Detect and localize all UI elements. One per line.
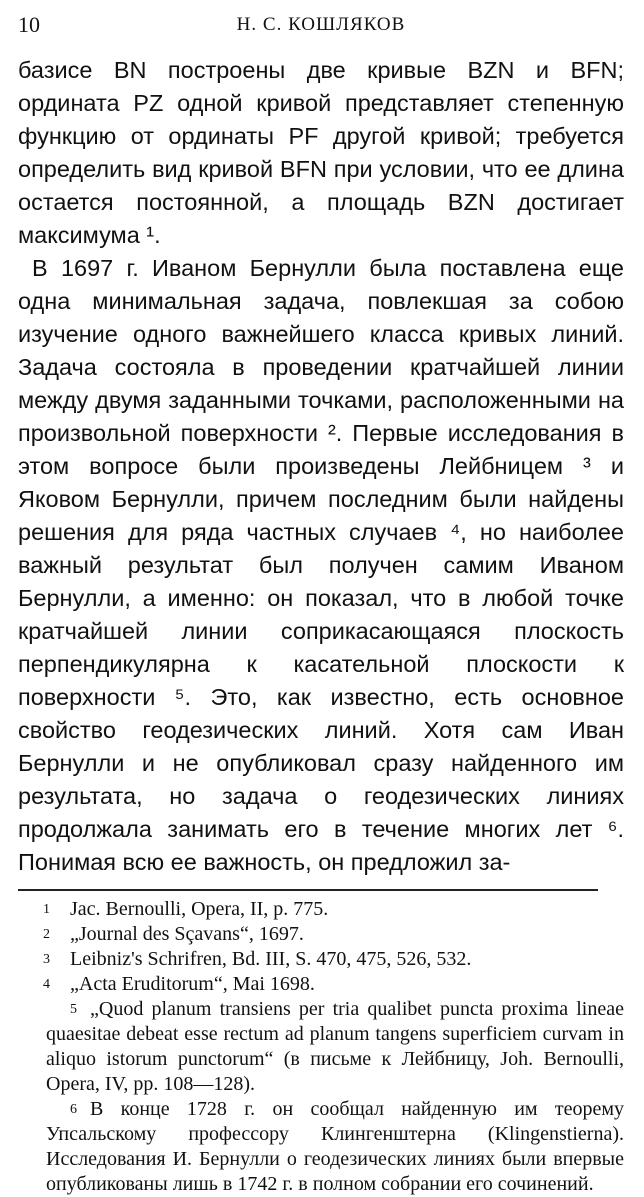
footnotes [18, 897, 624, 1197]
footnote-divider [18, 889, 598, 891]
page-number: 10 [18, 12, 40, 37]
paragraph-geodesic-lines: В 1697 г. Иваном Бернулли была поставлена еще одна минимальная задача, повлекшая за собою изучение одного важнейшего класса кривых линий. Задача состояла в проведении кратчайшей линии между двумя заданными точками, расположенными на произвольной поверхности ². Первые исследования в этом вопросе были произведены Лейбницем ³ и Яковом Бернулли, причем последним были найдены решения для ряда частных случаев ⁴, но наиболее важный результат был получен самим Иваном Бернулли, а именно: он показал, что в любой точке кратчайшей линии соприкасающаяся плоскость перпендикулярна к касательной плоскости к поверхности ⁵. Это, как известно, есть основное свойство геодезических линий. Хотя сам Иван Бернулли и не опубликовал сразу найденного им результата, но задача о геодезических линиях продолжала занимать его в течение многих лет ⁶. Понимая всю ее важность, он предложил за- [18, 255, 624, 875]
book-page [18, 8, 624, 1195]
footnote-number: 3 [43, 952, 50, 967]
footnote-text: В конце 1728 г. он сообщал найденную им теорему Упсальскому профессору Клингенштерна (Klingenstierna). Исследования И. Бернулли о геодезических линиях были впервые опубликованы лишь в 1742 г. в полном собрании его сочинений. [46, 1098, 624, 1195]
footnote [18, 947, 624, 972]
footnote [18, 897, 624, 922]
footnote [18, 1097, 624, 1197]
footnote-number: 6 [70, 1102, 77, 1117]
footnote-number: 2 [43, 927, 50, 942]
running-head [18, 8, 624, 42]
footnote-number: 5 [70, 1002, 77, 1017]
paragraph-continuation: базисе BN построены две кривые BZN и BFN; ордината PZ одной кривой представляет степенную функцию от ординаты PF другой кривой; требуется определить вид кривой BFN при условии, что ее длина остается постоянной, а площадь BZN достигает максимума ¹. [18, 57, 624, 248]
footnote-text: „Journal des Sçavans“, 1697. [70, 923, 304, 945]
footnote-number: 1 [43, 902, 50, 917]
footnote-text: „Acta Eruditorum“, Mai 1698. [70, 973, 315, 995]
footnote-text: Leibniz's Schrifren, Bd. III, S. 470, 475, 526, 532. [70, 948, 472, 970]
footnote-text: „Quod planum transiens per tria qualibet puncta proxima lineae quaesitae debeat esse rectum ad planum tangens superficiem curvam in aliquo istorum punctorum“ (в письме к Лейбницу, Joh. Bernoulli, Opera, IV, pp. 108—128). [46, 998, 624, 1095]
footnote [18, 922, 624, 947]
footnote-number: 4 [43, 977, 50, 992]
footnote [18, 997, 624, 1097]
running-title: Н. С. КОШЛЯКОВ [236, 14, 406, 35]
footnote [18, 972, 624, 997]
footnote-text: Jac. Bernoulli, Opera, II, p. 775. [70, 898, 329, 920]
main-text [18, 54, 624, 879]
